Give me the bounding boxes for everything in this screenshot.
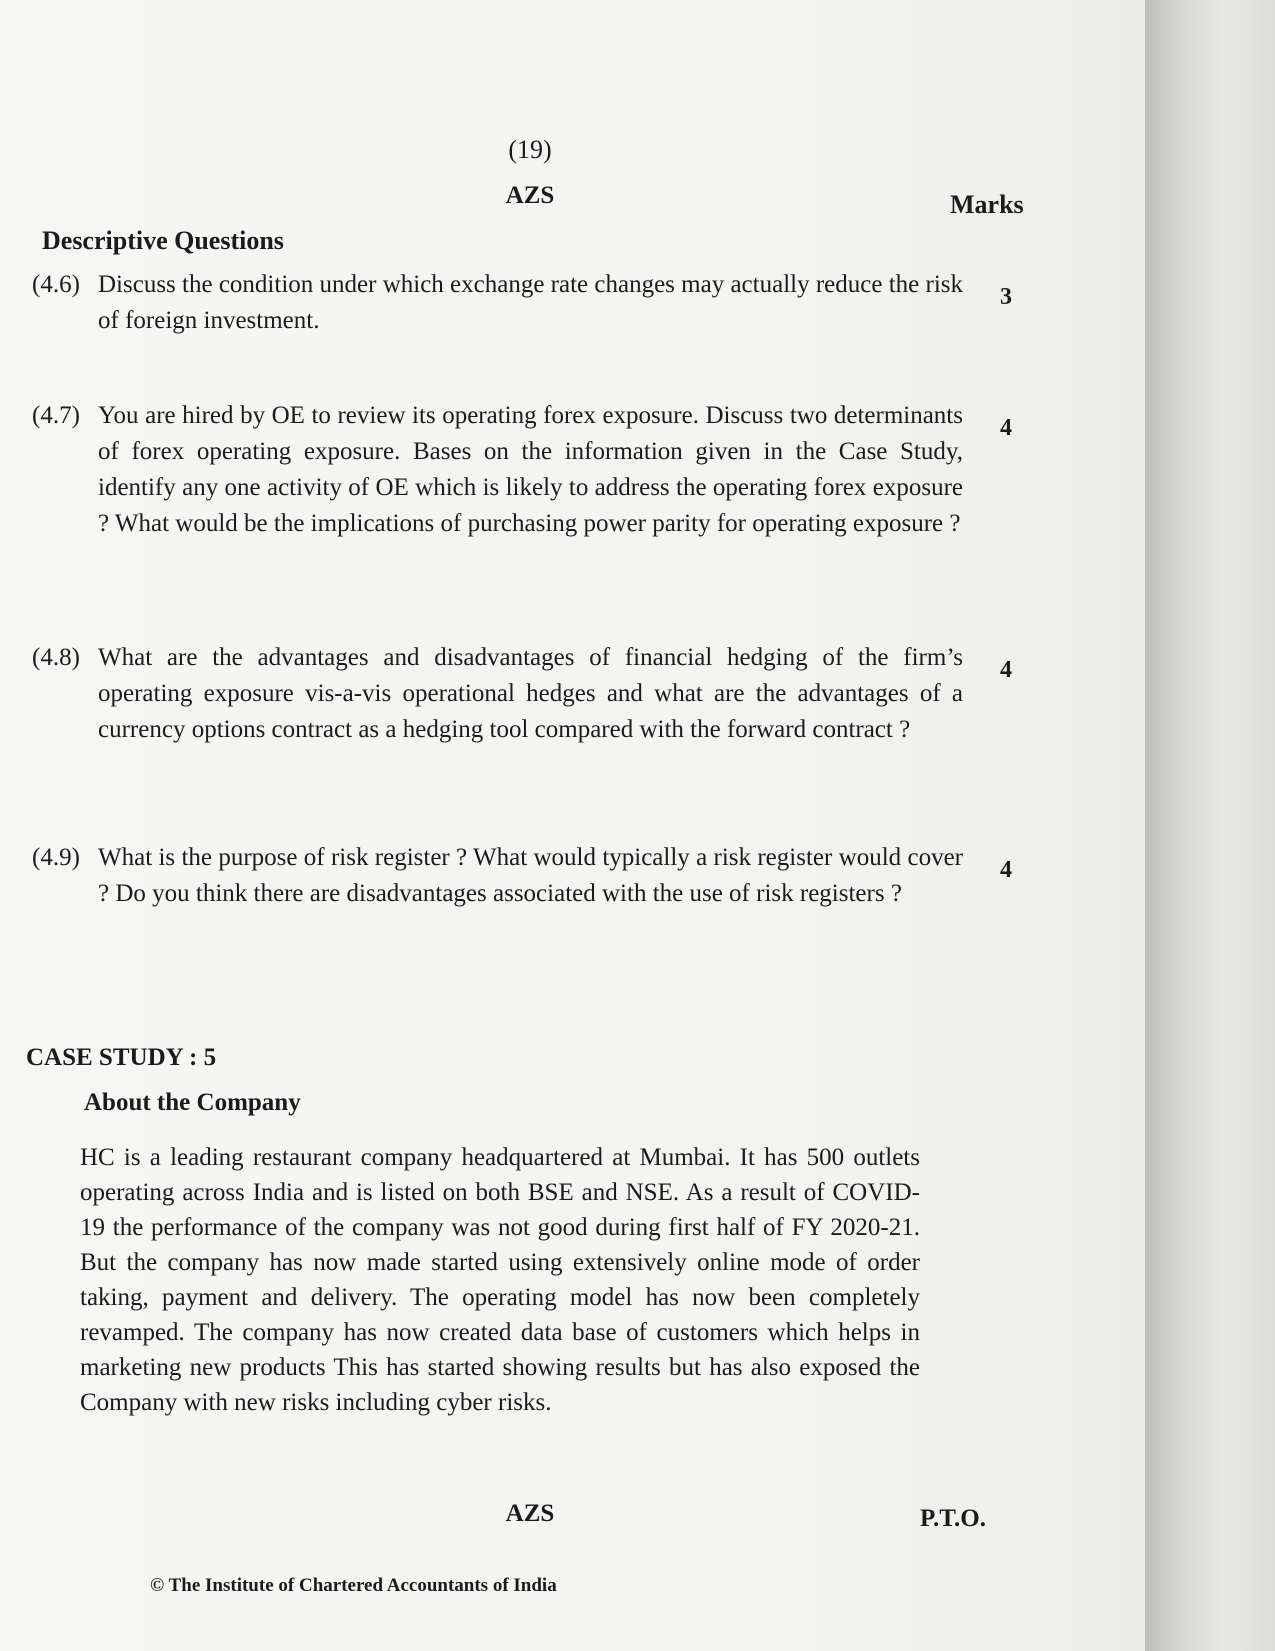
- scan-edge-shadow: [1145, 0, 1275, 1651]
- question-text: Discuss the condition under which exchange rate changes may actually reduce the risk of foreign investment.: [98, 271, 963, 334]
- marks-column-label: Marks: [950, 190, 1024, 219]
- paper-code-header: AZS: [505, 182, 555, 209]
- question-4-6: [32, 267, 1032, 339]
- copyright-notice: © The Institute of Chartered Accountants of India: [150, 1575, 557, 1596]
- page-number: (19): [508, 135, 552, 164]
- paper-code-footer: AZS: [505, 1500, 555, 1527]
- case-study-subheading: About the Company: [84, 1089, 301, 1116]
- question-number: (4.6): [32, 271, 80, 298]
- question-text: You are hired by OE to review its operating forex exposure. Discuss two determinants of forex operating exposure. Bases on the information given in the Case Study, identify any one activity of OE which is likely to address the operating forex exposure ? What would be the implications of purchasing power parity for operating exposure ?: [98, 402, 963, 537]
- question-marks: 4: [1000, 657, 1012, 683]
- question-marks: 3: [1000, 284, 1012, 310]
- question-number: (4.8): [32, 644, 80, 671]
- question-number: (4.7): [32, 402, 80, 429]
- section-heading: Descriptive Questions: [42, 226, 284, 255]
- case-study-title: CASE STUDY : 5: [26, 1044, 217, 1071]
- question-marks: 4: [1000, 415, 1012, 441]
- question-text: What is the purpose of risk register ? What would typically a risk register would cover ? Do you think there are disadvantages associated with the use of risk registers ?: [98, 844, 963, 907]
- question-4-9: [32, 840, 1032, 912]
- question-number: (4.9): [32, 844, 80, 871]
- question-4-7: [32, 398, 1032, 542]
- question-4-8: [32, 640, 1032, 748]
- question-text: What are the advantages and disadvantages of financial hedging of the firm’s operating exposure vis-a-vis operational hedges and what are the advantages of a currency options contract as a hedging tool compared with the forward contract ?: [98, 644, 963, 743]
- question-marks: 4: [1000, 857, 1012, 883]
- pto-label: P.T.O.: [920, 1505, 986, 1532]
- case-study-paragraph: HC is a leading restaurant company headquartered at Mumbai. It has 500 outlets operating across India and is listed on both BSE and NSE. As a result of COVID-19 the performance of the company was not good during first half of FY 2020-21. But the company has now made started using extensively online mode of order taking, payment and delivery. The operating model has now been completely revamped. The company has now created data base of customers which helps in marketing new products This has started showing results but has also exposed the Company with new risks including cyber risks.: [80, 1144, 920, 1416]
